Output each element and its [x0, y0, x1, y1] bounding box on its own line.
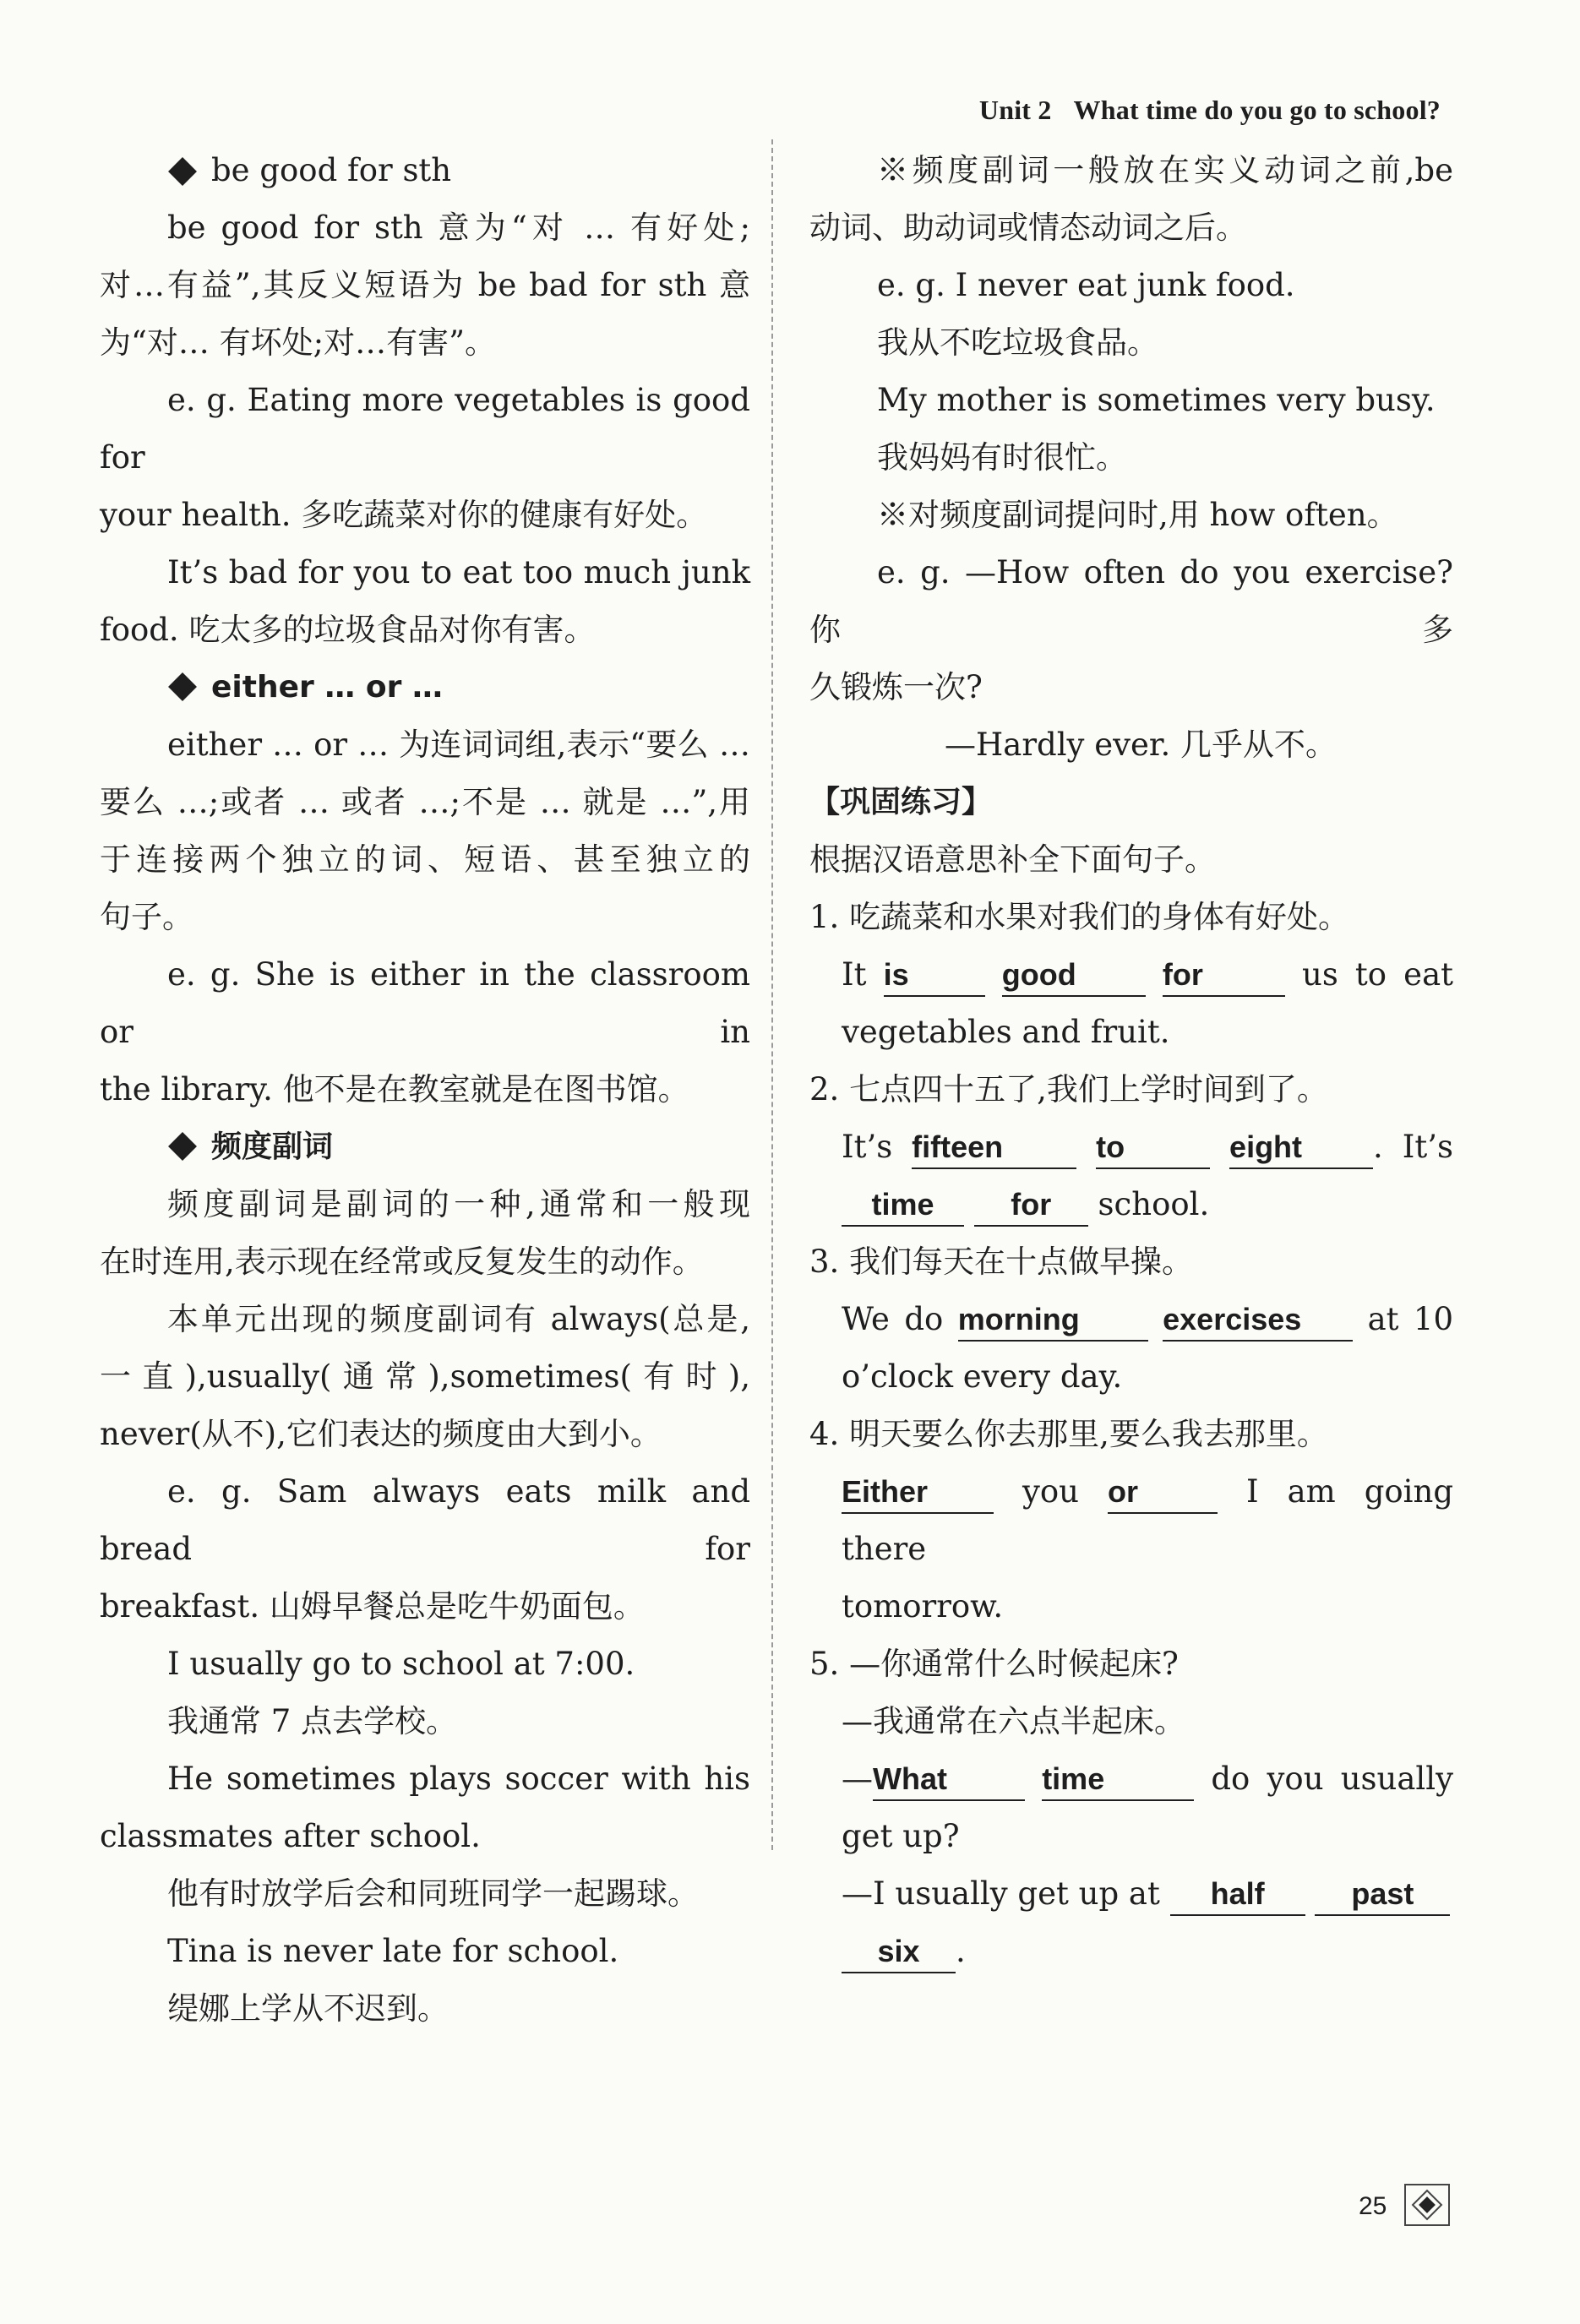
question-2: 2. 七点四十五了,我们上学时间到了。: [809, 1071, 1328, 1108]
answer-blank: is: [884, 955, 985, 997]
example-line: 我妈妈有时很忙。: [877, 439, 1127, 476]
answer-blank: fifteen: [912, 1127, 1076, 1169]
heading-frequency-adverbs: 频度副词: [100, 1118, 750, 1176]
text-line: 为“对… 有坏处;对…有害”。: [100, 324, 497, 361]
page-diamond-icon: [1404, 2184, 1450, 2226]
text-line: 句子。: [100, 899, 193, 935]
text-line: never(从不),它们表达的频度由大到小。: [100, 1416, 662, 1452]
example-line: My mother is sometimes very busy.: [877, 382, 1436, 418]
answer-blank: time: [1042, 1759, 1194, 1801]
left-column: [100, 142, 750, 2038]
text-line: 在时连用,表示现在经常或反复发生的动作。: [100, 1244, 704, 1280]
answer-blank: or: [1108, 1472, 1218, 1514]
example-line: your health. 多吃蔬菜对你的健康有好处。: [100, 497, 708, 533]
example-line: e. g. I never eat junk food.: [877, 267, 1295, 303]
text-line: 于连接两个独立的词、短语、甚至独立的: [100, 841, 750, 878]
example-line: It’s bad for you to eat too much junk: [167, 554, 750, 591]
text-line: either … or … 为连词词组,表示“要么 …: [167, 727, 750, 763]
question-5: 5. —你通常什么时候起床?: [809, 1646, 1179, 1682]
answer-line: —I usually get up at half past: [809, 1865, 1453, 1923]
answer-blank: for: [974, 1184, 1088, 1227]
answer-blank: six: [842, 1931, 956, 1973]
example-line: He sometimes plays soccer with his: [167, 1761, 750, 1797]
heading-either-or: either … or …: [100, 659, 750, 716]
answer-line: vegetables and fruit.: [842, 1014, 1170, 1050]
answer-blank: half: [1170, 1874, 1305, 1916]
page-number: 25: [1359, 2192, 1387, 2220]
answer-line: We do morning exercises at 10: [809, 1291, 1453, 1348]
example-line: e. g. Eating more vegetables is good for: [100, 382, 750, 476]
column-divider: [771, 139, 773, 1850]
right-column: [809, 142, 1453, 1980]
example-line: Tina is never late for school.: [167, 1933, 619, 1969]
answer-blank: past: [1315, 1874, 1450, 1916]
example-line: 我通常 7 点去学校。: [167, 1703, 458, 1739]
answer-line: —What time do you usually: [809, 1750, 1453, 1808]
answer-blank: eight: [1229, 1127, 1373, 1169]
example-line: 他有时放学后会和同班同学一起踢球。: [167, 1875, 699, 1912]
example-line: e. g. Sam always eats milk and bread for: [100, 1473, 750, 1567]
example-line: e. g. —How often do you exercise? 你多: [809, 554, 1453, 648]
running-header: [979, 95, 1441, 126]
answer-line: time for school.: [809, 1176, 1453, 1233]
text-line: be good for sth 意为“对 … 有好处;: [167, 210, 750, 246]
answer-blank: time: [842, 1184, 964, 1227]
example-line: 久锻炼一次?: [809, 669, 983, 705]
example-line: e. g. She is either in the classroom or in: [100, 956, 750, 1050]
answer-line: o’clock every day.: [842, 1358, 1123, 1395]
diamond-bullet-icon: [168, 157, 197, 186]
answer-line: It is good for us to eat: [809, 946, 1453, 1004]
text-line: 对…有益”,其反义短语为 be bad for sth 意: [100, 267, 750, 303]
header-title: What time do you go to school?: [1073, 95, 1441, 125]
note-line: ※频度副词一般放在实义动词之前,be: [877, 152, 1453, 188]
example-line: —Hardly ever. 几乎从不。: [945, 727, 1338, 763]
note-line: 动词、助动词或情态动词之后。: [809, 210, 1247, 246]
text-line: 一直),usually(通常),sometimes(有时),: [100, 1358, 750, 1395]
answer-line: six .: [809, 1923, 1453, 1980]
example-line: food. 吃太多的垃圾食品对你有害。: [100, 612, 596, 648]
answer-blank: Either: [842, 1472, 994, 1514]
answer-blank: exercises: [1163, 1299, 1353, 1342]
example-line: breakfast. 山姆早餐总是吃牛奶面包。: [100, 1588, 645, 1625]
answer-line: tomorrow.: [842, 1588, 1004, 1625]
text-line: 频度副词是副词的一种,通常和一般现: [167, 1186, 750, 1222]
note-line: ※对频度副词提问时,用 how often。: [877, 497, 1398, 533]
text-line: 本单元出现的频度副词有 always(总是,: [167, 1301, 750, 1337]
question-3: 3. 我们每天在十点做早操。: [809, 1244, 1194, 1280]
answer-blank: morning: [958, 1299, 1148, 1342]
example-line: the library. 他不是在教室就是在图书馆。: [100, 1071, 689, 1108]
example-line: classmates after school.: [100, 1818, 481, 1854]
question-1: 1. 吃蔬菜和水果对我们的身体有好处。: [809, 899, 1350, 935]
answer-blank: for: [1163, 955, 1285, 997]
text-line: 要么 …;或者 … 或者 …;不是 … 就是 …”,用: [100, 784, 750, 820]
example-line: 我从不吃垃圾食品。: [877, 324, 1158, 361]
diamond-bullet-icon: [168, 672, 197, 701]
question-5-line-2: —我通常在六点半起床。: [842, 1703, 1185, 1739]
instruction: 根据汉语意思补全下面句子。: [809, 841, 1216, 878]
answer-blank: good: [1002, 955, 1146, 997]
answer-blank: What: [873, 1759, 1025, 1801]
heading-be-good-for: be good for sth: [100, 142, 750, 199]
example-line: I usually go to school at 7:00.: [167, 1646, 635, 1682]
answer-line: It’s fifteen to eight . It’s: [809, 1118, 1453, 1176]
section-title: 【巩固练习】: [809, 785, 993, 819]
diamond-bullet-icon: [168, 1132, 197, 1161]
question-4: 4. 明天要么你去那里,要么我去那里。: [809, 1416, 1328, 1452]
header-unit: Unit 2: [978, 95, 1052, 125]
answer-line: get up?: [842, 1818, 960, 1854]
answer-blank: to: [1096, 1127, 1210, 1169]
example-line: 缇娜上学从不迟到。: [167, 1990, 449, 2027]
answer-line: Either you or I am going there: [842, 1473, 1453, 1567]
